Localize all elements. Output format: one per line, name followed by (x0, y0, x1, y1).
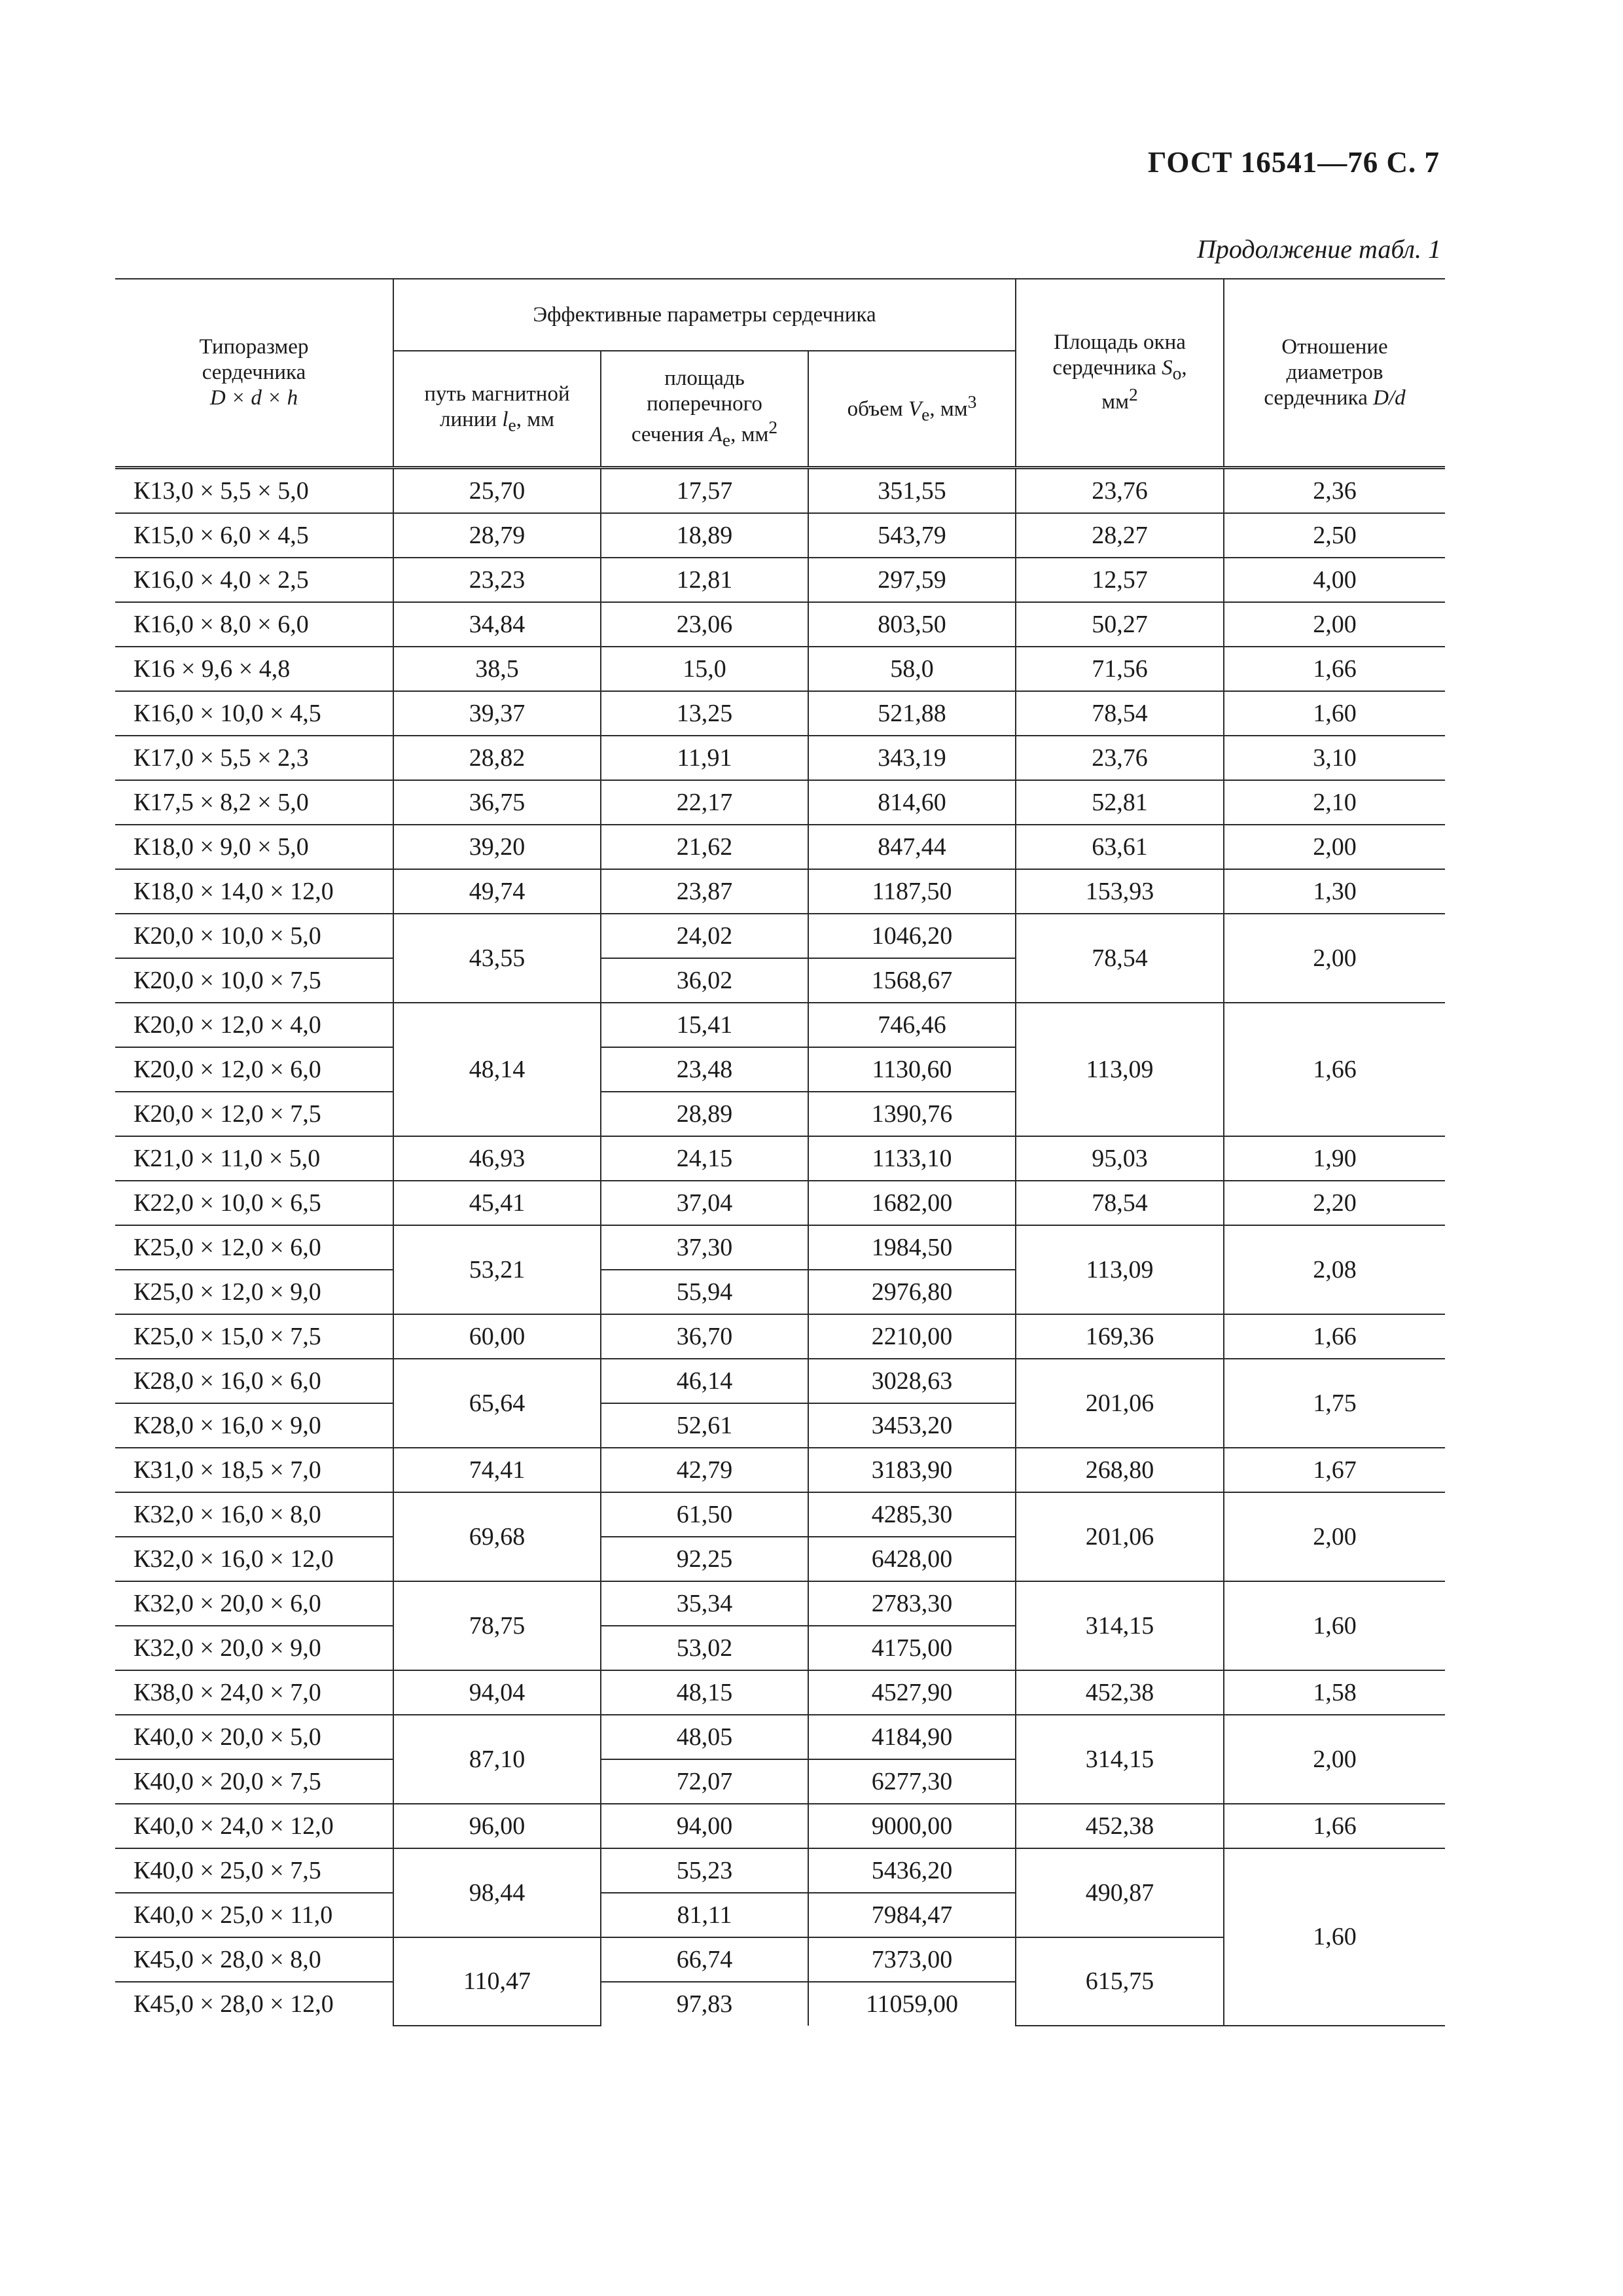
cell-so: 615,75 (1016, 1937, 1224, 2026)
cell-so: 28,27 (1016, 513, 1224, 558)
cell-size: К40,0 × 25,0 × 11,0 (115, 1893, 393, 1937)
cell-ae: 61,50 (601, 1492, 808, 1537)
cell-ve: 814,60 (808, 780, 1016, 825)
cell-le: 39,20 (393, 825, 601, 869)
cell-ae: 37,30 (601, 1225, 808, 1270)
table-row (115, 914, 1445, 958)
cell-le: 60,00 (393, 1314, 601, 1359)
cell-ae: 53,02 (601, 1626, 808, 1670)
cell-size: К13,0 × 5,5 × 5,0 (115, 467, 393, 513)
cell-ve: 1133,10 (808, 1136, 1016, 1181)
table-row (115, 1715, 1445, 1759)
cell-dd: 4,00 (1224, 558, 1445, 602)
cell-so: 452,38 (1016, 1804, 1224, 1848)
table-row (115, 1492, 1445, 1537)
table-row (115, 1670, 1445, 1715)
cell-le: 110,47 (393, 1937, 601, 2026)
cell-size: К18,0 × 14,0 × 12,0 (115, 869, 393, 914)
cell-so: 113,09 (1016, 1003, 1224, 1136)
cell-dd: 2,00 (1224, 825, 1445, 869)
cell-dd: 2,36 (1224, 467, 1445, 513)
cell-ve: 4175,00 (808, 1626, 1016, 1670)
cell-ae: 23,87 (601, 869, 808, 914)
cell-size: К15,0 × 6,0 × 4,5 (115, 513, 393, 558)
cell-ve: 1568,67 (808, 958, 1016, 1003)
table-row (115, 1136, 1445, 1181)
cell-le: 39,37 (393, 691, 601, 736)
cell-size: К17,0 × 5,5 × 2,3 (115, 736, 393, 780)
table-row (115, 1804, 1445, 1848)
cell-ae: 36,02 (601, 958, 808, 1003)
cell-size: К21,0 × 11,0 × 5,0 (115, 1136, 393, 1181)
cell-so: 23,76 (1016, 736, 1224, 780)
table-row (115, 602, 1445, 647)
cell-le: 45,41 (393, 1181, 601, 1225)
table-row (115, 1314, 1445, 1359)
cell-dd: 1,66 (1224, 1804, 1445, 1848)
cell-ae: 48,15 (601, 1670, 808, 1715)
cell-so: 314,15 (1016, 1581, 1224, 1670)
cell-dd: 2,00 (1224, 914, 1445, 1003)
cell-ae: 13,25 (601, 691, 808, 736)
core-parameters-table (115, 278, 1445, 2026)
header-window-area: Площадь окна сердечника $S_о$, $мм^2$ (1016, 279, 1224, 467)
cell-so: 52,81 (1016, 780, 1224, 825)
cell-ae: 92,25 (601, 1537, 808, 1581)
cell-ve: 1046,20 (808, 914, 1016, 958)
cell-ve: 2210,00 (808, 1314, 1016, 1359)
cell-so: 50,27 (1016, 602, 1224, 647)
cell-ae: 46,14 (601, 1359, 808, 1403)
cell-ae: 23,48 (601, 1047, 808, 1092)
cell-ve: 58,0 (808, 647, 1016, 691)
cell-le: 94,04 (393, 1670, 601, 1715)
cell-dd: 2,00 (1224, 1715, 1445, 1804)
cell-ve: 543,79 (808, 513, 1016, 558)
cell-ae: 21,62 (601, 825, 808, 869)
table-continuation-label: Продолжение табл. 1 (1196, 234, 1441, 264)
cell-ae: 36,70 (601, 1314, 808, 1359)
cell-size: К25,0 × 12,0 × 9,0 (115, 1270, 393, 1314)
cell-size: К40,0 × 25,0 × 7,5 (115, 1848, 393, 1893)
cell-le: 96,00 (393, 1804, 601, 1848)
table-row (115, 1181, 1445, 1225)
cell-ae: 15,41 (601, 1003, 808, 1047)
cell-ae: 24,15 (601, 1136, 808, 1181)
cell-le: 87,10 (393, 1715, 601, 1804)
table-row (115, 1359, 1445, 1403)
cell-dd: 2,08 (1224, 1225, 1445, 1314)
table-row (115, 780, 1445, 825)
cell-dd: 2,20 (1224, 1181, 1445, 1225)
cell-ve: 1682,00 (808, 1181, 1016, 1225)
cell-size: К25,0 × 15,0 × 7,5 (115, 1314, 393, 1359)
cell-dd: 1,60 (1224, 1581, 1445, 1670)
cell-size: К25,0 × 12,0 × 6,0 (115, 1225, 393, 1270)
cell-le: 53,21 (393, 1225, 601, 1314)
cell-ae: 17,57 (601, 467, 808, 513)
header-volume: объем $V_е$, $мм^3$ (808, 351, 1016, 467)
cell-ae: 42,79 (601, 1448, 808, 1492)
cell-ve: 847,44 (808, 825, 1016, 869)
cell-ve: 297,59 (808, 558, 1016, 602)
table-row (115, 558, 1445, 602)
cell-size: К20,0 × 10,0 × 5,0 (115, 914, 393, 958)
table-row (115, 513, 1445, 558)
cell-ve: 2976,80 (808, 1270, 1016, 1314)
cell-ae: 66,74 (601, 1937, 808, 1982)
cell-ae: 24,02 (601, 914, 808, 958)
table-row (115, 647, 1445, 691)
cell-size: К16 × 9,6 × 4,8 (115, 647, 393, 691)
header-cross-section-area: площадь поперечного сечения $A_е$, $мм^2$ (601, 351, 808, 467)
cell-size: К20,0 × 12,0 × 4,0 (115, 1003, 393, 1047)
cell-size: К40,0 × 20,0 × 7,5 (115, 1759, 393, 1804)
cell-so: 78,54 (1016, 1181, 1224, 1225)
cell-size: К17,5 × 8,2 × 5,0 (115, 780, 393, 825)
cell-size: К32,0 × 16,0 × 12,0 (115, 1537, 393, 1581)
cell-size: К38,0 × 24,0 × 7,0 (115, 1670, 393, 1715)
cell-so: 63,61 (1016, 825, 1224, 869)
cell-ve: 1130,60 (808, 1047, 1016, 1092)
header-magnetic-path-length: путь магнитной линии $l_е$, мм (393, 351, 601, 467)
table-row (115, 869, 1445, 914)
cell-size: К20,0 × 10,0 × 7,5 (115, 958, 393, 1003)
table-row (115, 1003, 1445, 1047)
table-row (115, 1581, 1445, 1626)
cell-so: 95,03 (1016, 1136, 1224, 1181)
cell-ve: 351,55 (808, 467, 1016, 513)
cell-size: К32,0 × 16,0 × 8,0 (115, 1492, 393, 1537)
cell-ae: 18,89 (601, 513, 808, 558)
cell-ve: 343,19 (808, 736, 1016, 780)
cell-dd: 1,75 (1224, 1359, 1445, 1448)
cell-ve: 7373,00 (808, 1937, 1016, 1982)
cell-dd: 1,90 (1224, 1136, 1445, 1181)
cell-le: 78,75 (393, 1581, 601, 1670)
cell-dd: 1,60 (1224, 691, 1445, 736)
cell-so: 23,76 (1016, 467, 1224, 513)
cell-le: 65,64 (393, 1359, 601, 1448)
cell-so: 490,87 (1016, 1848, 1224, 1937)
cell-size: К16,0 × 4,0 × 2,5 (115, 558, 393, 602)
cell-ve: 1390,76 (808, 1092, 1016, 1136)
cell-ve: 1187,50 (808, 869, 1016, 914)
cell-ae: 23,06 (601, 602, 808, 647)
cell-le: 46,93 (393, 1136, 601, 1181)
page-header: ГОСТ 16541—76 С. 7 (1147, 146, 1440, 179)
cell-so: 452,38 (1016, 1670, 1224, 1715)
cell-ae: 15,0 (601, 647, 808, 691)
table-row (115, 1225, 1445, 1270)
cell-ae: 12,81 (601, 558, 808, 602)
table-row (115, 825, 1445, 869)
cell-so: 12,57 (1016, 558, 1224, 602)
cell-dd: 1,66 (1224, 1003, 1445, 1136)
cell-ve: 803,50 (808, 602, 1016, 647)
cell-size: К45,0 × 28,0 × 8,0 (115, 1937, 393, 1982)
cell-ae: 11,91 (601, 736, 808, 780)
cell-ae: 72,07 (601, 1759, 808, 1804)
cell-so: 78,54 (1016, 914, 1224, 1003)
cell-le: 23,23 (393, 558, 601, 602)
cell-size: К16,0 × 8,0 × 6,0 (115, 602, 393, 647)
cell-ve: 2783,30 (808, 1581, 1016, 1626)
cell-le: 28,79 (393, 513, 601, 558)
header-diameter-ratio: Отношение диаметров сердечника D/d (1224, 279, 1445, 467)
cell-size: К32,0 × 20,0 × 6,0 (115, 1581, 393, 1626)
cell-dd: 1,30 (1224, 869, 1445, 914)
cell-ae: 81,11 (601, 1893, 808, 1937)
header-core-size: Типоразмер сердечника D × d × h (115, 279, 393, 467)
cell-size: К32,0 × 20,0 × 9,0 (115, 1626, 393, 1670)
cell-so: 268,80 (1016, 1448, 1224, 1492)
cell-le: 98,44 (393, 1848, 601, 1937)
cell-le: 28,82 (393, 736, 601, 780)
cell-ve: 6428,00 (808, 1537, 1016, 1581)
cell-dd: 2,50 (1224, 513, 1445, 558)
cell-ve: 1984,50 (808, 1225, 1016, 1270)
cell-dd: 2,00 (1224, 602, 1445, 647)
cell-ae: 52,61 (601, 1403, 808, 1448)
cell-le: 74,41 (393, 1448, 601, 1492)
cell-ae: 22,17 (601, 780, 808, 825)
cell-size: К40,0 × 24,0 × 12,0 (115, 1804, 393, 1848)
cell-ae: 48,05 (601, 1715, 808, 1759)
cell-ve: 7984,47 (808, 1893, 1016, 1937)
cell-dd: 1,66 (1224, 1314, 1445, 1359)
cell-dd: 1,58 (1224, 1670, 1445, 1715)
cell-so: 314,15 (1016, 1715, 1224, 1804)
table-row (115, 467, 1445, 513)
cell-dd: 1,66 (1224, 647, 1445, 691)
cell-size: К31,0 × 18,5 × 7,0 (115, 1448, 393, 1492)
cell-dd: 2,00 (1224, 1492, 1445, 1581)
cell-le: 38,5 (393, 647, 601, 691)
cell-ae: 97,83 (601, 1982, 808, 2026)
cell-size: К28,0 × 16,0 × 9,0 (115, 1403, 393, 1448)
cell-dd: 1,60 (1224, 1848, 1445, 2026)
cell-so: 153,93 (1016, 869, 1224, 914)
cell-le: 25,70 (393, 467, 601, 513)
cell-size: К45,0 × 28,0 × 12,0 (115, 1982, 393, 2026)
cell-size: К22,0 × 10,0 × 6,5 (115, 1181, 393, 1225)
cell-dd: 3,10 (1224, 736, 1445, 780)
cell-ae: 28,89 (601, 1092, 808, 1136)
cell-so: 201,06 (1016, 1492, 1224, 1581)
cell-size: К20,0 × 12,0 × 6,0 (115, 1047, 393, 1092)
cell-le: 43,55 (393, 914, 601, 1003)
cell-ae: 55,23 (601, 1848, 808, 1893)
header-effective-parameters: Эффективные параметры сердечника (393, 279, 1016, 351)
cell-size: К40,0 × 20,0 × 5,0 (115, 1715, 393, 1759)
cell-ae: 55,94 (601, 1270, 808, 1314)
cell-le: 34,84 (393, 602, 601, 647)
cell-size: К18,0 × 9,0 × 5,0 (115, 825, 393, 869)
cell-ae: 35,34 (601, 1581, 808, 1626)
cell-ve: 9000,00 (808, 1804, 1016, 1848)
table-row (115, 691, 1445, 736)
cell-ve: 3453,20 (808, 1403, 1016, 1448)
cell-so: 71,56 (1016, 647, 1224, 691)
cell-ve: 5436,20 (808, 1848, 1016, 1893)
cell-dd: 1,67 (1224, 1448, 1445, 1492)
cell-le: 69,68 (393, 1492, 601, 1581)
cell-ve: 6277,30 (808, 1759, 1016, 1804)
cell-le: 48,14 (393, 1003, 601, 1136)
cell-ve: 4527,90 (808, 1670, 1016, 1715)
cell-ve: 3183,90 (808, 1448, 1016, 1492)
cell-size: К28,0 × 16,0 × 6,0 (115, 1359, 393, 1403)
cell-dd: 2,10 (1224, 780, 1445, 825)
cell-size: К16,0 × 10,0 × 4,5 (115, 691, 393, 736)
cell-ve: 746,46 (808, 1003, 1016, 1047)
cell-ae: 37,04 (601, 1181, 808, 1225)
table-row (115, 1848, 1445, 1893)
cell-size: К20,0 × 12,0 × 7,5 (115, 1092, 393, 1136)
cell-ve: 11059,00 (808, 1982, 1016, 2026)
table-row (115, 736, 1445, 780)
cell-le: 36,75 (393, 780, 601, 825)
cell-so: 78,54 (1016, 691, 1224, 736)
cell-ve: 4184,90 (808, 1715, 1016, 1759)
cell-so: 113,09 (1016, 1225, 1224, 1314)
cell-so: 169,36 (1016, 1314, 1224, 1359)
cell-ae: 94,00 (601, 1804, 808, 1848)
cell-ve: 4285,30 (808, 1492, 1016, 1537)
cell-le: 49,74 (393, 869, 601, 914)
cell-ve: 3028,63 (808, 1359, 1016, 1403)
table-row (115, 1448, 1445, 1492)
cell-ve: 521,88 (808, 691, 1016, 736)
cell-so: 201,06 (1016, 1359, 1224, 1448)
